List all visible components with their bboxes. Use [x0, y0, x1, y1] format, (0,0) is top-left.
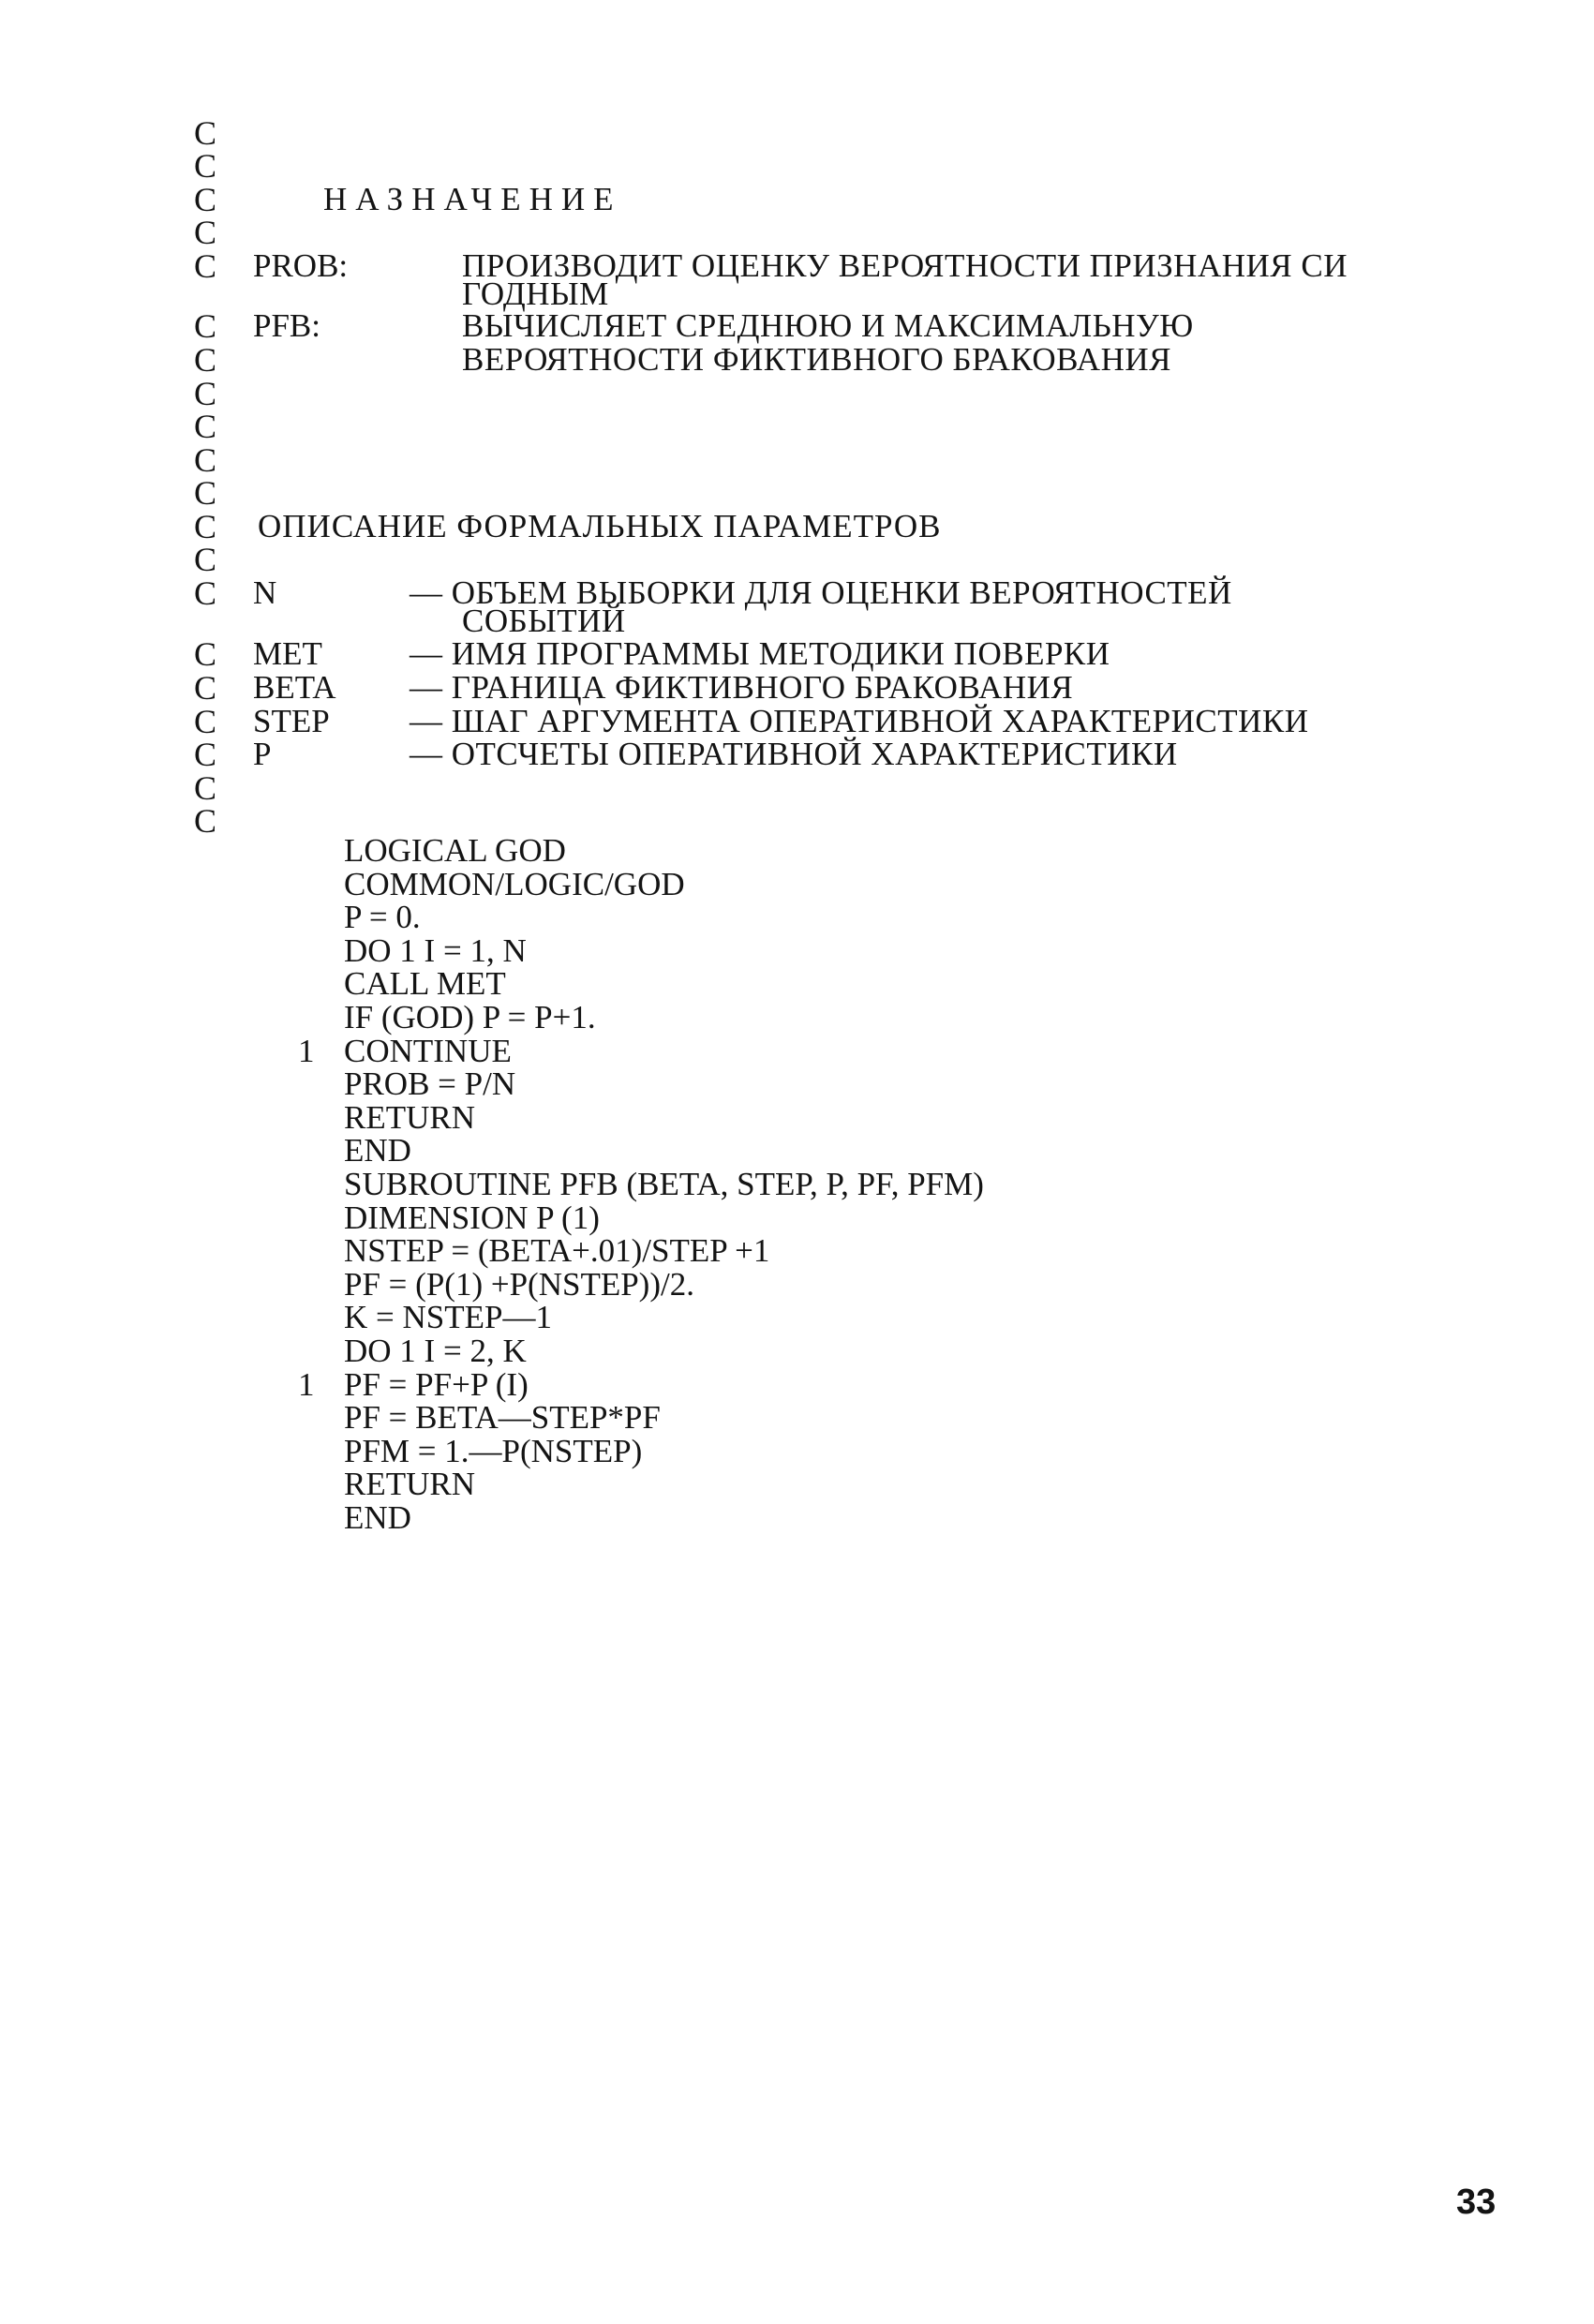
- comment-marker: C: [194, 508, 217, 545]
- comment-marker: C: [194, 574, 217, 612]
- purpose-heading: НАЗНАЧЕНИЕ: [323, 181, 622, 217]
- purpose-description: ВЫЧИСЛЯЕТ СРЕДНЮЮ И МАКСИМАЛЬНУЮ: [462, 307, 1194, 344]
- purpose-description: ВЕРОЯТНОСТИ ФИКТИВНОГО БРАКОВАНИЯ: [462, 341, 1171, 378]
- param-name: BETA: [253, 669, 336, 706]
- param-description: — ГРАНИЦА ФИКТИВНОГО БРАКОВАНИЯ: [410, 669, 1074, 706]
- code-statement: DO 1 I = 2, K: [344, 1333, 527, 1369]
- purpose-description: ПРОИЗВОДИТ ОЦЕНКУ ВЕРОЯТНОСТИ ПРИЗНАНИЯ СИ: [462, 247, 1348, 284]
- comment-marker: C: [194, 441, 217, 479]
- params-heading: ОПИСАНИЕ ФОРМАЛЬНЫХ ПАРАМЕТРОВ: [258, 508, 942, 544]
- comment-marker: C: [194, 341, 217, 379]
- code-statement: PROB = P/N: [344, 1065, 516, 1103]
- code-statement: END: [344, 1499, 411, 1536]
- comment-marker: C: [194, 669, 217, 707]
- purpose-name: PFB:: [253, 307, 320, 344]
- code-statement: K = NSTEP—1: [344, 1299, 552, 1336]
- param-name: STEP: [253, 703, 330, 739]
- param-description: — ОТСЧЕТЫ ОПЕРАТИВНОЙ ХАРАКТЕРИСТИКИ: [410, 736, 1178, 772]
- code-statement: PF = PF+P (I): [344, 1365, 529, 1403]
- code-statement: RETURN: [344, 1098, 475, 1136]
- code-statement: END: [344, 1132, 411, 1169]
- code-statement: DO 1 I = 1, N: [344, 931, 527, 969]
- page-number: 33: [1456, 2182, 1497, 2222]
- param-name: N: [253, 574, 277, 611]
- comment-marker: C: [194, 474, 217, 512]
- comment-marker: C: [194, 307, 217, 345]
- comment-marker: C: [194, 635, 217, 673]
- comment-marker: C: [194, 214, 217, 251]
- param-name: P: [253, 736, 272, 772]
- code-statement: PF = (P(1) +P(NSTEP))/2.: [344, 1265, 694, 1303]
- comment-marker: C: [194, 375, 217, 412]
- comment-marker: C: [194, 736, 217, 773]
- code-statement: SUBROUTINE PFB (BETA, STEP, P, PF, PFM): [344, 1166, 984, 1202]
- comment-marker: C: [194, 541, 217, 578]
- code-statement: LOGICAL GOD: [344, 832, 566, 869]
- code-statement: CONTINUE: [344, 1032, 512, 1069]
- param-description: — ОБЪЕМ ВЫБОРКИ ДЛЯ ОЦЕНКИ ВЕРОЯТНОСТЕЙ: [410, 574, 1232, 611]
- code-statement: P = 0.: [344, 899, 421, 936]
- param-description: — ШАГ АРГУМЕНТА ОПЕРАТИВНОЙ ХАРАКТЕРИСТИКИ: [410, 703, 1309, 739]
- purpose-description: ГОДНЫМ: [462, 276, 609, 312]
- comment-marker: C: [194, 703, 217, 740]
- param-description: СОБЫТИЙ: [462, 603, 626, 639]
- comment-marker: C: [194, 769, 217, 807]
- comment-marker: C: [194, 114, 217, 152]
- comment-marker: C: [194, 408, 217, 445]
- code-statement: IF (GOD) P = P+1.: [344, 999, 596, 1035]
- statement-label: 1: [298, 1365, 315, 1403]
- purpose-name: PROB:: [253, 247, 349, 284]
- comment-marker: C: [194, 181, 217, 218]
- comment-marker: C: [194, 247, 217, 285]
- comment-marker: C: [194, 147, 217, 185]
- code-statement: DIMENSION P (1): [344, 1199, 600, 1236]
- code-statement: NSTEP = (BETA+.01)/STEP +1: [344, 1232, 770, 1270]
- param-description: — ИМЯ ПРОГРАММЫ МЕТОДИКИ ПОВЕРКИ: [410, 635, 1110, 672]
- code-statement: PF = BETA—STEP*PF: [344, 1399, 661, 1437]
- statement-label: 1: [298, 1032, 315, 1069]
- param-name: MET: [253, 635, 322, 672]
- code-statement: COMMON/LOGIC/GOD: [344, 865, 685, 902]
- code-statement: CALL MET: [344, 965, 506, 1003]
- code-statement: RETURN: [344, 1466, 475, 1503]
- comment-marker: C: [194, 802, 217, 840]
- code-statement: PFM = 1.—P(NSTEP): [344, 1432, 643, 1469]
